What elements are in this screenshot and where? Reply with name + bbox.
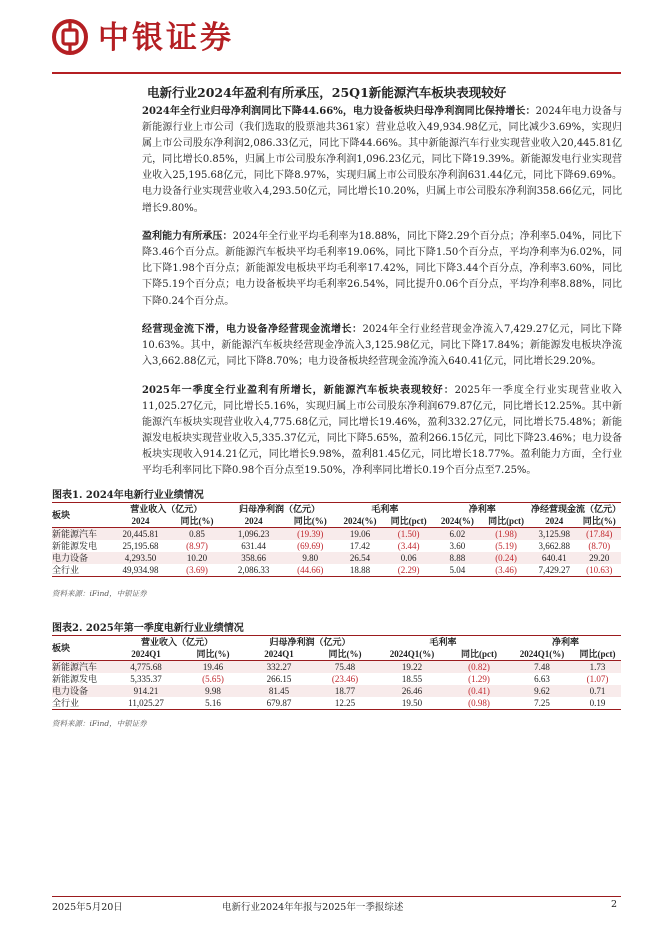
table-cell: 18.55 (401, 674, 423, 684)
table2-title: 图表2. 2025年第一季度电新行业业绩情况 (52, 623, 244, 634)
table-cell: 49,934.98 (110, 564, 171, 577)
table-cell: 26.54 (336, 552, 384, 564)
table2-subheader: 2024Q1 (244, 648, 314, 661)
table2-subheader: 同比(pct) (574, 648, 621, 661)
header-divider (52, 72, 621, 74)
row-label: 电力设备 (52, 685, 110, 697)
table-cell: 3.60 (449, 541, 466, 551)
table-cell: 1,096.23 (223, 528, 285, 541)
table-row (52, 540, 621, 552)
table1-corner-header: 板块 (52, 503, 110, 528)
table-cell: 0.71 (574, 685, 621, 697)
table1-group-header: 归母净利润（亿元） (223, 503, 336, 516)
table1-group-header: 净利率 (434, 503, 531, 516)
table-cell: 679.87 (244, 697, 314, 710)
table-cell: (23.46) (331, 674, 359, 684)
table1-subheader: 同比(pct) (481, 515, 531, 528)
row-label: 新能源发电 (52, 541, 98, 551)
table-cell: (0.41) (448, 685, 510, 697)
table-cell: 19.22 (376, 661, 448, 674)
table-cell: (1.29) (468, 674, 490, 684)
table-cell: (3.44) (397, 541, 420, 551)
brand-name: 中银证券 (98, 20, 234, 56)
table-cell: (1.07) (586, 674, 609, 684)
table2-group-header: 毛利率 (376, 636, 510, 649)
table-cell: 3,125.98 (531, 528, 578, 541)
footer-report-name: 电新行业2024年年报与2025年一季报综述 (222, 902, 404, 913)
table-cell: 26.46 (376, 685, 448, 697)
table-cell: (17.84) (577, 528, 621, 541)
table-cell: (8.70) (588, 541, 611, 551)
table-cell: (19.39) (284, 528, 336, 541)
paragraph-lead: 经营现金流下滑，电力设备净经营现金流增长： (142, 324, 363, 336)
table-row (52, 697, 621, 710)
paragraph-text: 2024年电力设备与新能源行业上市公司（我们选取的股票池共361家）营业总收入49,934.98亿元，同比减少3.69%，实现归属上市公司股东净利润2,086.33亿元，同比下降44.66%。其中新能源汽车行业实现营业收入20,445.81亿元，同比增长0.85%，归属上市公司股东净利润1,096.23亿元，同比下降19.39%。新能源发电行业实现营业收入25,195.68亿元，同比下降8.97%，实现归属上市公司股东净利润631.44亿元，同比下降69.69%。电力设备行业实现营业收入4,293.50亿元，同比增长10.20%，归属上市公司股东净利润358.66亿元，同比增长9.80%。 (142, 106, 622, 214)
bank-of-china-logo-icon (52, 19, 88, 55)
table-cell: 19.06 (336, 528, 384, 541)
table-cell: 7,429.27 (531, 564, 578, 577)
footer-date: 2025年5月20日 (52, 902, 123, 913)
row-label: 全行业 (52, 697, 110, 710)
table-cell: 0.19 (574, 697, 621, 710)
table-cell: 75.48 (314, 661, 376, 674)
table1-group-header: 净经营现金流（亿元） (530, 504, 621, 514)
table1-subheader: 2024 (531, 515, 578, 528)
table-row (52, 685, 621, 697)
table-cell: (1.98) (481, 528, 531, 541)
table-cell: (69.69) (297, 541, 324, 551)
table-cell: 5.04 (434, 564, 482, 577)
paragraph-lead: 2024年全行业归母净利润同比下降44.66%，电力设备板块归母净利润同比保持增长： (142, 106, 536, 117)
table2-subheader: 同比(pct) (448, 648, 510, 661)
table2-subheader: 同比(%) (314, 648, 376, 661)
table2-source: 资料来源：iFind，中银证券 (52, 719, 147, 728)
row-label: 新能源发电 (52, 674, 98, 684)
row-label: 新能源汽车 (52, 661, 110, 674)
table-cell: 19.46 (182, 661, 244, 674)
table-row (52, 552, 621, 564)
footer-divider (52, 896, 621, 897)
table2 (52, 635, 621, 710)
table2-group-header: 归母净利润（亿元） (244, 636, 376, 649)
paragraph-lead: 2025年一季度全行业盈利有所增长，新能源汽车板块表现较好： (142, 384, 455, 396)
table-cell: 266.15 (266, 674, 292, 684)
table-cell: (3.69) (171, 564, 223, 577)
paragraph (142, 383, 622, 480)
table-cell: (5.65) (202, 674, 224, 684)
table-cell: 358.66 (223, 552, 285, 564)
table-cell: 19.50 (376, 697, 448, 710)
table1 (52, 502, 621, 577)
table-cell: 18.88 (336, 564, 384, 577)
paragraph (142, 229, 622, 309)
table2-group-header: 营业收入（亿元） (110, 636, 244, 649)
body-text (142, 104, 622, 492)
table-cell: 8.88 (434, 552, 482, 564)
table-cell: (2.29) (384, 564, 434, 577)
table-cell: 6.63 (534, 674, 550, 684)
table-cell: 81.45 (244, 685, 314, 697)
table-row (52, 661, 621, 674)
table-cell: (44.66) (284, 564, 336, 577)
paragraph (142, 104, 622, 217)
row-label: 全行业 (52, 564, 110, 577)
table-cell: 20,445.81 (110, 528, 171, 541)
table-cell: 3,662.88 (538, 541, 570, 551)
table1-subheader: 同比(pct) (384, 515, 434, 528)
table1-subheader: 2024(%) (434, 515, 482, 528)
table-cell: 9.98 (182, 685, 244, 697)
table-cell: 12.25 (314, 697, 376, 710)
table-cell: 640.41 (531, 552, 578, 564)
table-cell: (1.50) (384, 528, 434, 541)
table-cell: 631.44 (241, 541, 266, 551)
table-cell: 0.06 (384, 552, 434, 564)
table1-source: 资料来源：iFind，中银证券 (52, 589, 147, 598)
paragraph-text: 2024年全行业平均毛利率为18.88%，同比下降2.29个百分点；净利率5.04%，同比下降3.46个百分点。新能源汽车板块平均毛利率19.06%，同比下降1.50个百分点，平均净利率为6.02%，同比下降1.98个百分点；新能源发电板块平均毛利率17.42%，同比下降3.44个百分点，净利率3.60%，同比下降5.19个百分点；电力设备板块平均毛利率26.54%，同比提升0.06个百分点，平均净利率8.88%，同比下降0.24个百分点。 (142, 231, 623, 307)
table-cell: (10.63) (577, 564, 621, 577)
table-cell: 9.80 (284, 552, 336, 564)
table1-title: 图表1. 2024年电新行业业绩情况 (52, 490, 204, 501)
table-row (52, 564, 621, 577)
table-cell: 4,775.68 (110, 661, 182, 674)
table2-subheader: 同比(%) (182, 648, 244, 661)
table-cell: 10.20 (171, 552, 223, 564)
table1-group-header: 毛利率 (336, 503, 433, 516)
paragraph-text: 2024年全行业经营现金净流入7,429.27亿元，同比下降10.63%。其中，新能源汽车板块经营现金净流入3,125.98亿元，同比下降17.84%；新能源发电板块净流入3,662.88亿元，同比下降8.70%；电力设备板块经营现金流净流入640.41亿元，同比增长29.20%。 (142, 324, 623, 368)
table-cell: 6.02 (434, 528, 482, 541)
table-cell: (3.46) (481, 564, 531, 577)
table1-group-header: 营业收入（亿元） (110, 503, 223, 516)
table-cell: 7.48 (510, 661, 574, 674)
table-cell: 29.20 (577, 552, 621, 564)
paragraph-lead: 盈利能力有所承压： (142, 231, 233, 243)
table-cell: 4,293.50 (110, 552, 171, 564)
table-cell: 2,086.33 (223, 564, 285, 577)
table1-subheader: 2024 (223, 515, 285, 528)
table2-subheader: 2024Q1 (110, 648, 182, 661)
table-cell: (8.97) (186, 541, 208, 551)
table-cell: (0.82) (448, 661, 510, 674)
report-title: 电新行业2024年盈利有所承压，25Q1新能源汽车板块表现较好 (147, 85, 507, 100)
paragraph-text: 2025年一季度全行业实现营业收入11,025.27亿元，同比增长5.16%，实现归属上市公司股东净利润679.87亿元，同比增长12.25%。其中新能源汽车板块实现营业收入4,775.68亿元，同比增长19.46%，盈利332.27亿元，同比增长75.48%；新能源发电板块实现营业收入5,335.37亿元，同比下降5.65%，盈利266.15亿元，同比下降23.46%；电力设备板块实现收入914.21亿元，同比增长9.98%，盈利81.45亿元，同比增长18.77%。盈利能力方面，全行业平均毛利率同比下降0.98个百分点至19.50%，净利率同比增长0.19个百分点至7.25%。 (142, 384, 622, 477)
table-cell: 1.73 (574, 661, 621, 674)
table-cell: 11,025.27 (110, 697, 182, 710)
table2-subheader: 2024Q1(%) (510, 648, 574, 661)
table-cell: 7.25 (510, 697, 574, 710)
table-cell: 0.85 (171, 528, 223, 541)
table1-subheader: 同比(%) (171, 515, 223, 528)
table-cell: (0.24) (481, 552, 531, 564)
table1-subheader: 同比(%) (284, 515, 336, 528)
table-row (52, 528, 621, 541)
table-cell: 17.42 (349, 541, 371, 551)
table-cell: 5,335.37 (130, 674, 162, 684)
page-number: 2 (611, 899, 618, 910)
table2-subheader: 2024Q1(%) (376, 648, 448, 661)
table2-group-header: 净利率 (510, 636, 621, 649)
row-label: 电力设备 (52, 552, 110, 564)
row-label: 新能源汽车 (52, 528, 110, 541)
table-cell: 5.16 (182, 697, 244, 710)
table-cell: (0.98) (448, 697, 510, 710)
table-row (52, 673, 621, 685)
table-cell: 332.27 (244, 661, 314, 674)
table-cell: 914.21 (110, 685, 182, 697)
table2-corner-header: 板块 (52, 636, 110, 661)
table1-subheader: 2024 (110, 515, 171, 528)
table-cell: 25,195.68 (122, 541, 159, 551)
table-cell: 9.62 (510, 685, 574, 697)
table-cell: (5.19) (495, 541, 517, 551)
table-cell: 18.77 (314, 685, 376, 697)
table1-subheader: 2024(%) (336, 515, 384, 528)
table1-subheader: 同比(%) (577, 515, 621, 528)
paragraph (142, 322, 622, 370)
